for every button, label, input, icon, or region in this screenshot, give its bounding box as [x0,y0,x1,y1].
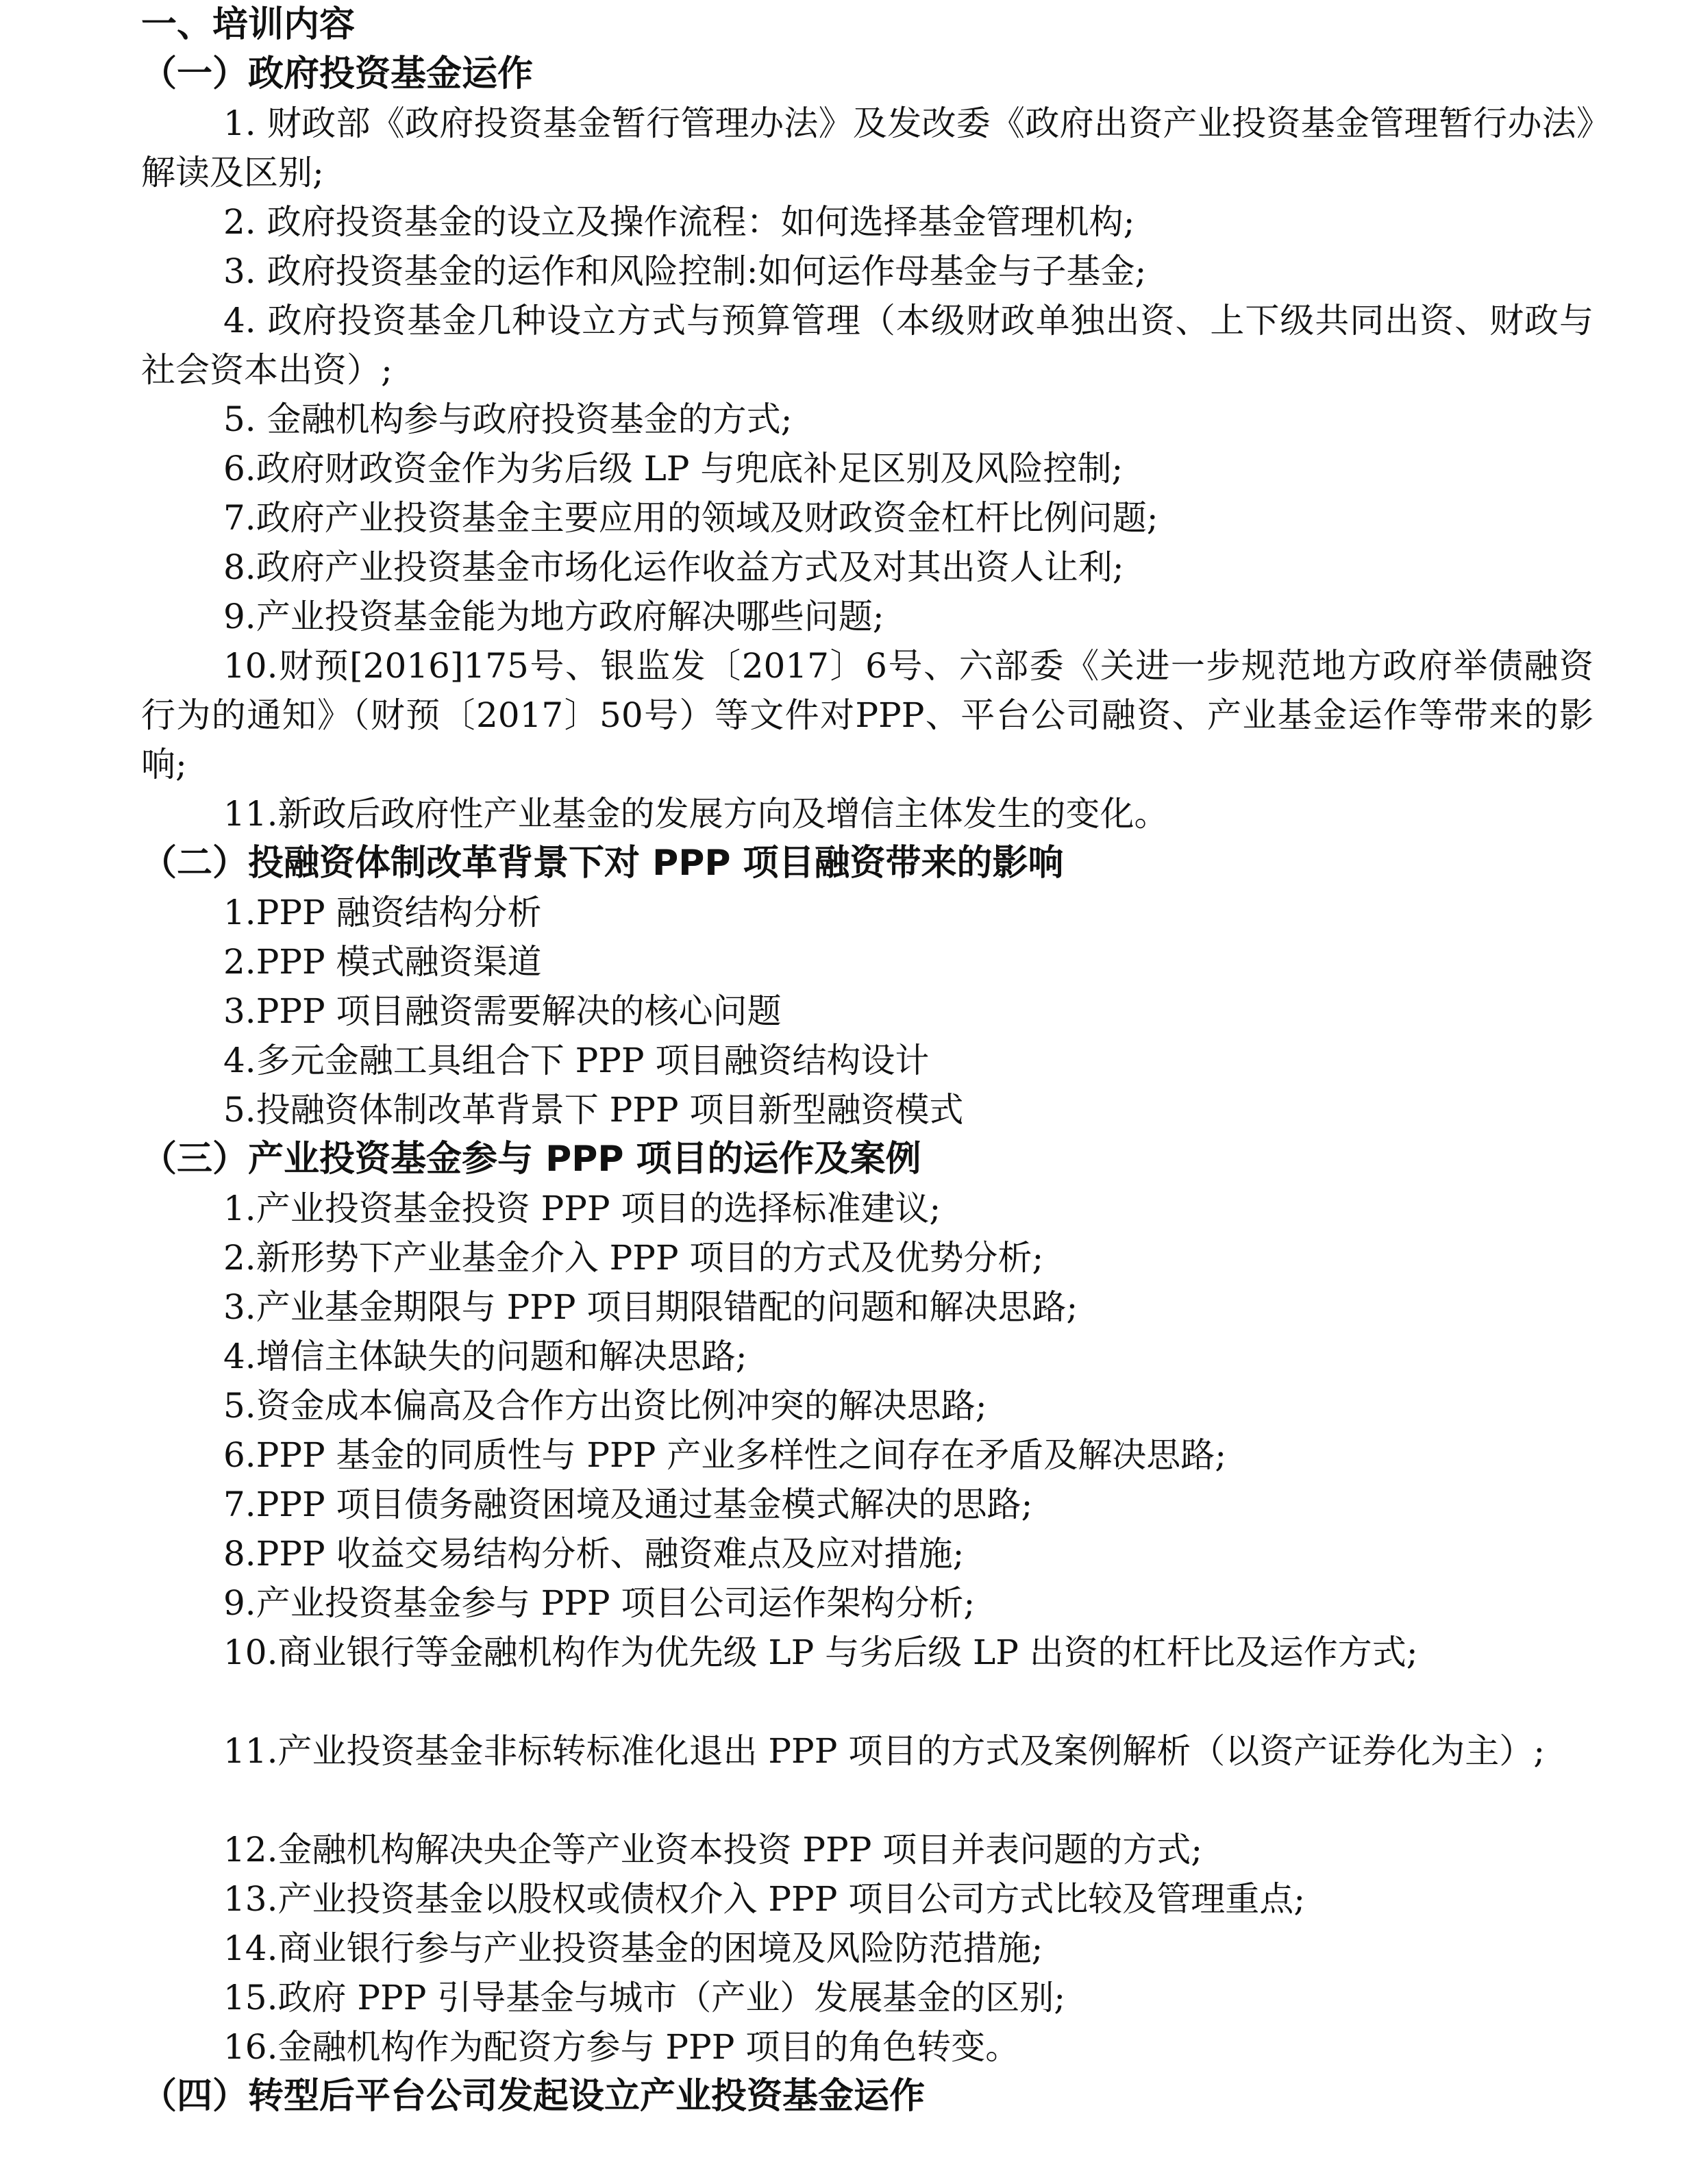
list-item: 10.商业银行等金融机构作为优先级 LP 与劣后级 LP 出资的杠杆比及运作方式; [223,1633,1418,1672]
list-item: 5.资金成本偏高及合作方出资比例冲突的解决思路; [223,1386,987,1426]
document-title: 一、培训内容 [141,4,356,45]
list-item: 1. 财政部《政府投资基金暂行管理办法》及发改委《政府出资产业投资基金管理暂行办法》解读及区别; [141,103,1593,193]
list-item: 16.金融机构作为配资方参与 PPP 项目的角色转变。 [223,2027,1020,2067]
list-item: 1.产业投资基金投资 PPP 项目的选择标准建议; [223,1189,941,1228]
list-item: 7.PPP 项目债务融资困境及通过基金模式解决的思路; [223,1485,1033,1524]
list-item: 3. 政府投资基金的运作和风险控制:如何运作母基金与子基金; [223,251,1147,291]
list-item: 4.增信主体缺失的问题和解决思路; [223,1337,747,1376]
list-item: 9.产业投资基金参与 PPP 项目公司运作架构分析; [223,1583,976,1623]
list-item: 11.产业投资基金非标转标准化退出 PPP 项目的方式及案例解析（以资产证券化为主）; [223,1731,1546,1771]
list-item: 11.新政后政府性产业基金的发展方向及增信主体发生的变化。 [223,794,1169,834]
list-item: 15.政府 PPP 引导基金与城市（产业）发展基金的区别; [223,1978,1066,2018]
list-item: 4. 政府投资基金几种设立方式与预算管理（本级财政单独出资、上下级共同出资、财政与社会资本出资）; [141,301,1593,390]
section-heading-1: （一）政府投资基金运作 [141,53,534,95]
list-item: 3.产业基金期限与 PPP 项目期限错配的问题和解决思路; [223,1287,1078,1327]
list-item: 2. 政府投资基金的设立及操作流程：如何选择基金管理机构; [223,202,1135,242]
section-heading-3: （三）产业投资基金参与 PPP 项目的运作及案例 [141,1139,921,1180]
document-page [141,0,1593,2121]
list-item: 2.PPP 模式融资渠道 [223,942,542,982]
list-item: 2.新形势下产业基金介入 PPP 项目的方式及优势分析; [223,1238,1044,1278]
list-item: 6.PPP 基金的同质性与 PPP 产业多样性之间存在矛盾及解决思路; [223,1435,1227,1475]
list-item: 13.产业投资基金以股权或债权介入 PPP 项目公司方式比较及管理重点; [223,1879,1306,1919]
list-item: 1.PPP 融资结构分析 [223,893,542,932]
list-item: 6.政府财政资金作为劣后级 LP 与兜底补足区别及风险控制; [223,449,1124,488]
list-item: 10.财预[2016]175号、银监发〔2017〕6号、六部委《关进一步规范地方政府举债融资行为的通知》（财预〔2017〕50号）等文件对PPP、平台公司融资、产业基金运作等带来的影响; [141,646,1593,784]
list-item: 3.PPP 项目融资需要解决的核心问题 [223,991,782,1031]
list-item: 5. 金融机构参与政府投资基金的方式; [223,399,793,439]
list-item: 7.政府产业投资基金主要应用的领域及财政资金杠杆比例问题; [223,498,1158,538]
list-item: 5.投融资体制改革背景下 PPP 项目新型融资模式 [223,1090,964,1130]
list-item: 8.政府产业投资基金市场化运作收益方式及对其出资人让利; [223,547,1124,587]
section-heading-2: （二）投融资体制改革背景下对 PPP 项目融资带来的影响 [141,843,1064,884]
section-heading-4: （四）转型后平台公司发起设立产业投资基金运作 [141,2076,926,2117]
list-item: 12.金融机构解决央企等产业资本投资 PPP 项目并表问题的方式; [223,1830,1203,1870]
list-item: 9.产业投资基金能为地方政府解决哪些问题; [223,597,884,636]
list-item: 14.商业银行参与产业投资基金的困境及风险防范措施; [223,1928,1043,1968]
list-item: 8.PPP 收益交易结构分析、融资难点及应对措施; [223,1534,965,1574]
list-item: 4.多元金融工具组合下 PPP 项目融资结构设计 [223,1041,930,1080]
